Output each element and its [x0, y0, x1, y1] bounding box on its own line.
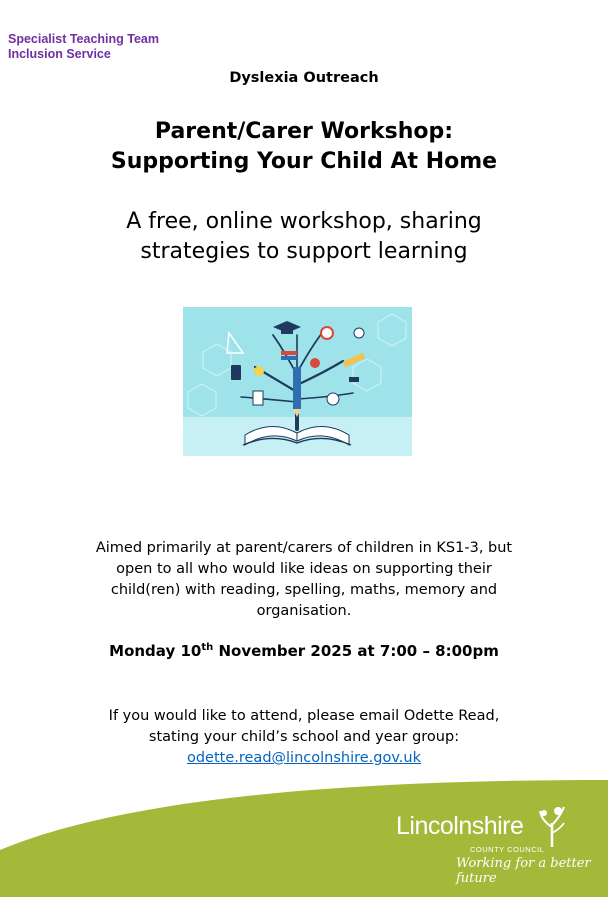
county-council-text: COUNTY COUNCIL: [470, 845, 545, 854]
learning-tree-illustration: [183, 307, 412, 456]
lincolnshire-logo-tree-icon: [538, 803, 566, 849]
description-line-1: Aimed primarily at parent/carers of children in KS1-3, but: [95, 540, 513, 556]
paint-palette-icon: [327, 393, 339, 405]
workshop-description: [60, 538, 548, 622]
attendance-instructions: [40, 706, 568, 769]
attend-line-2: stating your child’s school and year group:: [148, 729, 460, 745]
description-line-4: organisation.: [256, 603, 352, 619]
alarm-clock-icon: [321, 327, 333, 339]
event-day-suffix: th: [201, 642, 214, 653]
event-time: November 2025 at 7:00 – 8:00pm: [213, 642, 499, 660]
organisation-header: [8, 32, 159, 62]
outreach-heading: Dyslexia Outreach: [229, 70, 379, 86]
page-title: [0, 117, 608, 177]
globe-icon: [354, 328, 364, 338]
title-line-2: Supporting Your Child At Home: [110, 149, 498, 174]
contact-email-link[interactable]: odette.read@lincolnshire.gov.uk: [186, 750, 422, 766]
subtitle-line-1: A free, online workshop, sharing: [126, 209, 482, 234]
scissors-icon: [349, 377, 359, 382]
calculator-icon: [231, 365, 241, 380]
attend-line-1: If you would like to attend, please email Odette Read,: [108, 708, 500, 724]
description-line-3: child(ren) with reading, spelling, maths, memory and: [110, 582, 498, 598]
lightbulb-icon: [254, 366, 264, 376]
lincolnshire-logo-text: Lincolnshire: [396, 812, 524, 840]
subtitle: [0, 207, 608, 267]
apple-icon: [310, 358, 320, 368]
event-day: Monday 10: [109, 642, 202, 660]
notebook-icon: [253, 391, 263, 405]
slogan-text: Working for a better future: [456, 856, 591, 886]
event-date: [0, 642, 608, 660]
description-line-2: open to all who would like ideas on supporting their: [116, 561, 492, 577]
subtitle-line-2: strategies to support learning: [140, 239, 468, 264]
pencil-icon: [293, 367, 301, 417]
service-name: Inclusion Service: [8, 47, 111, 61]
team-name: Specialist Teaching Team: [8, 32, 159, 46]
title-line-1: Parent/Carer Workshop:: [154, 119, 454, 144]
book-stack-icon: [281, 351, 297, 355]
